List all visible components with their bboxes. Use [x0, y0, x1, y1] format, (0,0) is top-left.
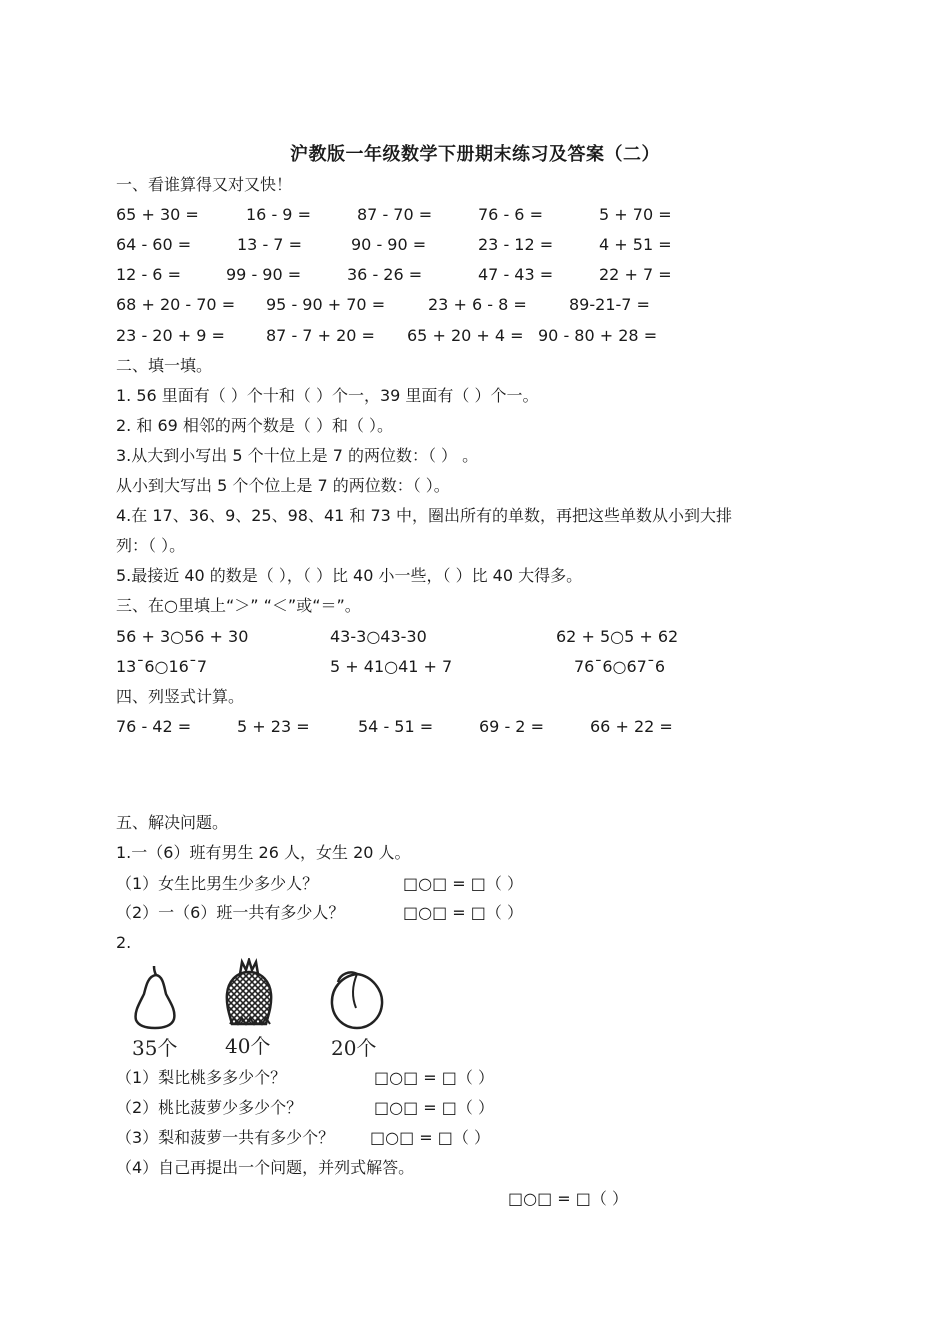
calc-item: 5 + 23 =: [237, 717, 310, 736]
fruit-count-label: 20个: [331, 1036, 377, 1060]
equation-blank: □○□ = □（ ）: [370, 1128, 490, 1147]
equation-blank: □○□ = □（ ）: [403, 903, 523, 922]
calc-item: 87 - 70 =: [357, 205, 433, 224]
fill-item: 列：（ ）。: [116, 536, 186, 555]
question-text: （3）梨和菠萝一共有多少个？: [116, 1128, 335, 1147]
calc-item: 95 - 90 + 70 =: [266, 295, 386, 314]
calc-item: 47 - 43 =: [478, 265, 554, 284]
calc-item: 23 + 6 - 8 =: [428, 295, 527, 314]
compare-item: 5 + 41○41 + 7: [330, 657, 453, 676]
calc-item: 68 + 20 - 70 =: [116, 295, 236, 314]
vertical-calc-row: [116, 715, 876, 739]
calc-item: 69 - 2 =: [479, 717, 544, 736]
calc-row: [116, 324, 876, 348]
question-row: [116, 1126, 876, 1150]
equation-blank: □○□ = □（ ）: [403, 874, 523, 893]
pear-icon: [130, 964, 180, 1030]
calc-item: 99 - 90 =: [226, 265, 302, 284]
compare-item: 76¯6○67¯6: [574, 657, 666, 676]
compare-item: 56 + 3○56 + 30: [116, 627, 249, 646]
problem-intro: 2.: [116, 933, 132, 952]
calc-item: 4 + 51 =: [599, 235, 672, 254]
section3-heading: 三、在○里填上“＞” “＜”或“＝”。: [116, 596, 361, 615]
calc-row: [116, 293, 876, 317]
question-text: （2）一（6）班一共有多少人？: [116, 903, 345, 922]
calc-row: [116, 203, 876, 227]
equation-blank: □○□ = □（ ）: [374, 1098, 494, 1117]
calc-row: [116, 263, 876, 287]
calc-item: 5 + 70 =: [599, 205, 672, 224]
calc-item: 90 - 80 + 28 =: [538, 326, 658, 345]
calc-item: 12 - 6 =: [116, 265, 181, 284]
section5-heading: 五、解决问题。: [116, 813, 229, 832]
calc-row: [116, 233, 876, 257]
calc-item: 22 + 7 =: [599, 265, 672, 284]
pineapple-icon: [222, 958, 276, 1028]
question-text: （1）女生比男生少多少人？: [116, 874, 319, 893]
section2-heading: 二、填一填。: [116, 356, 213, 375]
question-row: [116, 872, 876, 896]
calc-item: 66 + 22 =: [590, 717, 673, 736]
question-row: [116, 1066, 876, 1090]
compare-item: 13¯6○16¯7: [116, 657, 208, 676]
problem-intro: 1.一（6）班有男生 26 人，女生 20 人。: [116, 843, 411, 862]
fill-item: 2. 和 69 相邻的两个数是（ ）和（ ）。: [116, 416, 394, 435]
compare-item: 62 + 5○5 + 62: [556, 627, 679, 646]
calc-item: 65 + 20 + 4 =: [407, 326, 524, 345]
fill-item: 1. 56 里面有（ ）个十和（ ）个一，39 里面有（ ）个一。: [116, 386, 539, 405]
calc-item: 76 - 6 =: [478, 205, 543, 224]
page-title: 沪教版一年级数学下册期末练习及答案（二）: [290, 144, 660, 165]
question-row: [116, 901, 876, 925]
fill-item: 5.最接近 40 的数是（ ），（ ）比 40 小一些，（ ）比 40 大得多。: [116, 566, 583, 585]
calc-item: 54 - 51 =: [358, 717, 434, 736]
calc-item: 89-21-7 =: [569, 295, 650, 314]
compare-item: 43-3○43-30: [330, 627, 427, 646]
fruit-count-label: 40个: [225, 1034, 271, 1058]
calc-item: 87 - 7 + 20 =: [266, 326, 375, 345]
calc-item: 13 - 7 =: [237, 235, 302, 254]
equation-blank: □○□ = □（ ）: [508, 1189, 628, 1208]
compare-row: [116, 655, 876, 679]
calc-item: 65 + 30 =: [116, 205, 199, 224]
question-text: （2）桃比菠萝少多少个？: [116, 1098, 303, 1117]
section4-heading: 四、列竖式计算。: [116, 687, 245, 706]
fruit-count-label: 35个: [132, 1036, 178, 1060]
calc-item: 23 - 12 =: [478, 235, 554, 254]
calc-item: 23 - 20 + 9 =: [116, 326, 225, 345]
section1-heading: 一、看谁算得又对又快！: [116, 175, 293, 194]
fill-item: 4.在 17、36、9、25、98、41 和 73 中，圈出所有的单数，再把这些单数从小到大排: [116, 506, 732, 525]
question-text: （1）梨比桃多多少个？: [116, 1068, 287, 1087]
equation-blank: □○□ = □（ ）: [374, 1068, 494, 1087]
question-text: （4）自己再提出一个问题，并列式解答。: [116, 1158, 415, 1177]
calc-item: 16 - 9 =: [246, 205, 311, 224]
calc-item: 90 - 90 =: [351, 235, 427, 254]
fill-item: 3.从大到小写出 5 个十位上是 7 的两位数：（ ） 。: [116, 446, 479, 465]
calc-item: 36 - 26 =: [347, 265, 423, 284]
calc-item: 64 - 60 =: [116, 235, 192, 254]
peach-icon: [328, 968, 386, 1030]
calc-item: 76 - 42 =: [116, 717, 192, 736]
question-row: [116, 1096, 876, 1120]
compare-row: [116, 625, 876, 649]
fill-item: 从小到大写出 5 个个位上是 7 的两位数：（ ）。: [116, 476, 450, 495]
